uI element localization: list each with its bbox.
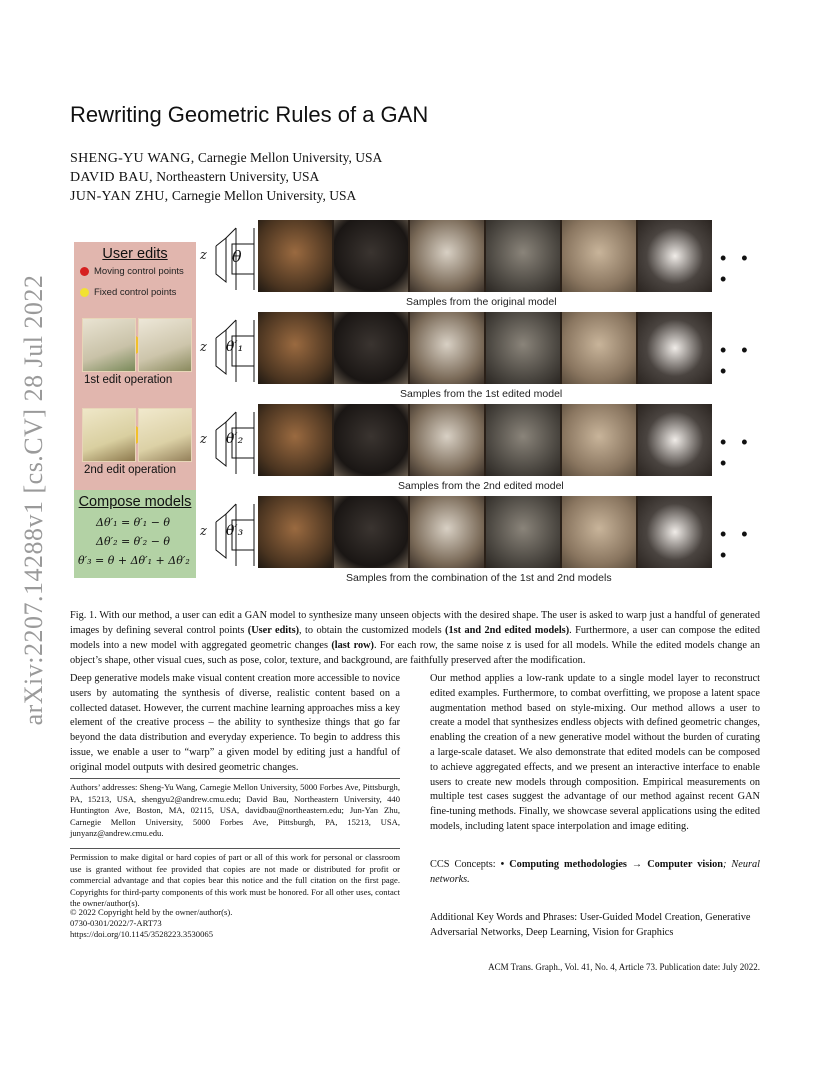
author-name: SHENG-YU WANG,: [70, 151, 195, 166]
theta-original: θ: [232, 247, 242, 266]
edit2-label: 2nd edit operation: [84, 464, 177, 476]
theta-edit1: θ′₁: [226, 339, 244, 355]
cat-sample-image: [258, 312, 332, 384]
author-affiliation: Carnegie Mellon University, USA: [194, 150, 383, 165]
cat-sample-image: [258, 496, 332, 568]
cat-sample-image: [486, 404, 560, 476]
noise-z-label: z: [200, 524, 207, 539]
fixed-point-icon: [80, 288, 89, 297]
samples-row-composed: [258, 496, 712, 568]
cat-sample-image: [334, 312, 408, 384]
permission-divider: [70, 848, 400, 849]
cat-sample-image: [410, 312, 484, 384]
author-affiliation: Carnegie Mellon University, USA: [168, 188, 357, 203]
keywords: Additional Key Words and Phrases: User-Guided Model Creation, Generative Adversarial Networks, Deep Learning, Vision for Graphics: [430, 912, 751, 938]
permission-notice: Permission to make digital or hard copies of part or all of this work for personal or classroom use is granted without fee provided that copies are not made or distributed for profit or commercial advantage and that copies bear this notice and the full citation on the first page. Copyrights for third-party components of this work must be honored. For all other uses, contact the owner/author(s).: [70, 852, 400, 909]
cat-sample-image: [562, 496, 636, 568]
equation-delta2: Δθ′₂ = θ′₂ − θ: [96, 535, 171, 548]
legend-moving: Moving control points: [80, 266, 196, 277]
user-edits-panel: [74, 242, 196, 528]
cat-sample-image: [562, 404, 636, 476]
row-caption: Samples from the 1st edited model: [400, 388, 563, 400]
author-line: [70, 169, 319, 186]
equation-compose: θ′₃ = θ + Δθ′₁ + Δθ′₂: [78, 554, 190, 567]
samples-row-edit2: [258, 404, 712, 476]
more-samples-ellipsis: • • •: [720, 248, 753, 289]
edit2-target-image: [138, 408, 192, 462]
more-samples-ellipsis: • • •: [720, 432, 753, 473]
noise-z-label: z: [200, 340, 207, 355]
theta-edit2: θ′₂: [226, 431, 244, 447]
noise-z-label: z: [200, 248, 207, 263]
row-caption: Samples from the combination of the 1st and 2nd models: [346, 572, 612, 584]
author-affiliation: Northeastern University, USA: [152, 169, 320, 184]
edit1-label: 1st edit operation: [84, 374, 173, 386]
cat-sample-image: [562, 312, 636, 384]
samples-row-original: [258, 220, 712, 292]
author-line: [70, 150, 382, 167]
authors-addresses: Authors’ addresses: Sheng-Yu Wang, Carnegie Mellon University, 5000 Forbes Ave, Pittsburgh, PA, 15213, USA, shengyu2@andrew.cmu.edu; David Bau, Northeastern University, 440 Huntington Ave, Boston, MA, 02115, USA, davidbau@northeastern.edu; Jun-Yan Zhu, Carnegie Mellon University, 5000 Forbes Ave, Pittsburgh, PA, 15213, USA, junyanz@andrew.cmu.edu.: [70, 782, 400, 839]
cat-sample-image: [638, 404, 712, 476]
edit1-source-image: [82, 318, 136, 372]
compose-title: Compose models: [78, 494, 192, 510]
cat-sample-image: [486, 496, 560, 568]
compose-models-panel: [74, 490, 196, 578]
cat-sample-image: [638, 220, 712, 292]
doi-link[interactable]: https://doi.org/10.1145/3528223.3530065: [70, 929, 213, 939]
more-samples-ellipsis: • • •: [720, 340, 753, 381]
user-edits-title: User edits: [102, 246, 168, 262]
cat-sample-image: [638, 496, 712, 568]
cat-sample-image: [638, 312, 712, 384]
cat-sample-image: [562, 220, 636, 292]
arxiv-id: arXiv:2207.14288v1 [cs.CV] 28 Jul 2022: [19, 274, 48, 726]
samples-row-edit1: [258, 312, 712, 384]
author-name: JUN-YAN ZHU,: [70, 189, 169, 204]
body-left-paragraph: Deep generative models make visual content creation more accessible to novice users by automating the synthesis of diverse, realistic content based on a collected dataset. However, the current machine learning approaches miss a key element of the creative process – the ability to synthesize things that go far beyond the data distribution and everyday experience. To begin to address this issue, we enable a user to “warp” a given model by editing just a handful of original model outputs with desired geometric changes.: [70, 673, 400, 773]
row-caption: Samples from the original model: [406, 296, 557, 308]
row-caption: Samples from the 2nd edited model: [398, 480, 564, 492]
copyright: © 2022 Copyright held by the owner/author(s).: [70, 907, 233, 917]
theta-composed: θ′₃: [226, 523, 244, 539]
journal-footer: ACM Trans. Graph., Vol. 41, No. 4, Article 73. Publication date: July 2022.: [488, 962, 760, 972]
teaser-figure: [74, 218, 764, 590]
more-samples-ellipsis: • • •: [720, 524, 753, 565]
cat-sample-image: [410, 404, 484, 476]
cat-sample-image: [334, 220, 408, 292]
cat-sample-image: [486, 220, 560, 292]
cat-sample-image: [486, 312, 560, 384]
equation-delta1: Δθ′₁ = θ′₁ − θ: [96, 516, 171, 529]
legend-fixed: Fixed control points: [80, 287, 196, 298]
footnote-divider: [70, 778, 400, 779]
cat-sample-image: [258, 220, 332, 292]
issn: 0730-0301/2022/7-ART73: [70, 918, 162, 928]
cat-sample-image: [410, 220, 484, 292]
author-name: DAVID BAU,: [70, 170, 153, 185]
arxiv-stamp: [14, 274, 54, 726]
edit1-target-image: [138, 318, 192, 372]
cat-sample-image: [258, 404, 332, 476]
edit2-source-image: [82, 408, 136, 462]
body-right-paragraph: Our method applies a low-rank update to a single model layer to reconstruct edited examples. Furthermore, to combat overfitting, we propose a latent space augmentation method based on style-mixing. Our method allows a user to create a model that synthesizes endless objects with defined geometric changes, enabling the creation of a new generative model without the burden of curating a large-scale dataset. We also demonstrate that edited models can be composed to achieve aggregated effects, and we present an interactive interface to enable users to create new models through composition. Empirical measurements on multiple test cases suggest the advantage of our method against recent GAN fine-tuning methods. Finally, we showcase several applications using the edited models, including latent space interpolation and image editing.: [430, 673, 760, 832]
cat-sample-image: [334, 496, 408, 568]
cat-sample-image: [334, 404, 408, 476]
figure-caption: Fig. 1. With our method, a user can edit a GAN model to synthesize many unseen objects with the desired shape. The user is asked to warp just a handful of generated images by defining several control points (User edits), to obtain the customized models (1st and 2nd edited models). Furthermore, a user can compose the edited models into a new model with aggregated geometric changes (last row). For each row, the same noise z is used for all models. While the edited models change an object’s shape, other visual cues, such as pose, color, texture, and background, are faithfully preserved after the modification.: [70, 610, 760, 666]
moving-point-icon: [80, 267, 89, 276]
ccs-concepts: CCS Concepts: • Computing methodologies → Computer vision; Neural networks.: [430, 859, 760, 885]
paper-title: Rewriting Geometric Rules of a GAN: [70, 102, 429, 127]
cat-sample-image: [410, 496, 484, 568]
author-line: [70, 188, 356, 205]
noise-z-label: z: [200, 432, 207, 447]
